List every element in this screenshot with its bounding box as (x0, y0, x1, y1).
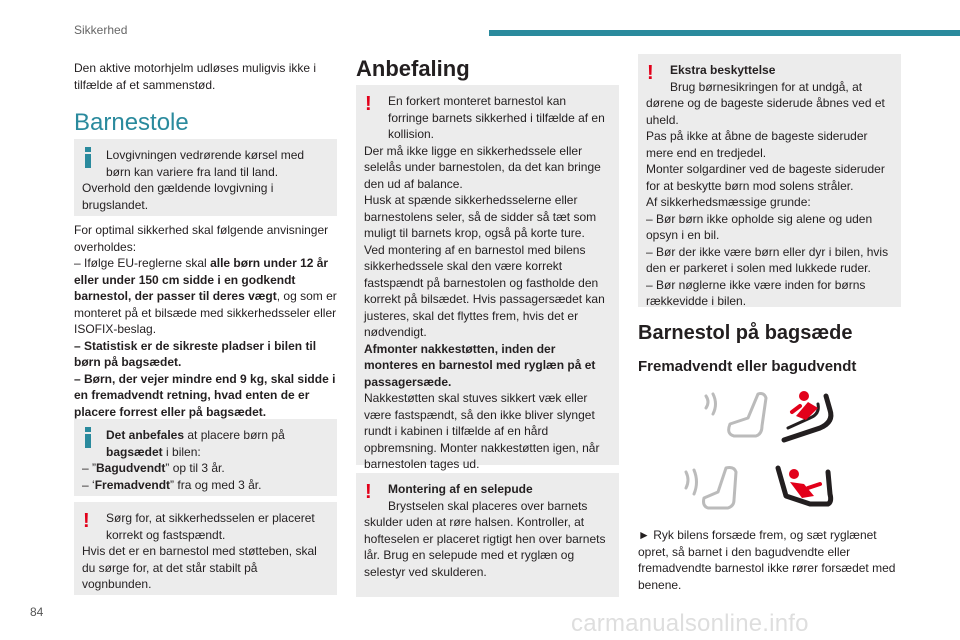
extra-p3: Monter solgardiner ved de bageste sideruder for at beskytte børn mod solens stråler. (646, 162, 885, 193)
guideline-9kg: – Børn, der vejer mindre end 9 kg, skal sidde i en fremadvendt retning, hvad enten de er placere forrest eller på bagsædet. (74, 371, 336, 419)
warning-icon: ! (365, 481, 372, 503)
warning-box-main (356, 85, 619, 471)
recommend-pre-3: – ” (82, 461, 97, 475)
guidelines (74, 222, 337, 431)
recommend-line-2 (82, 444, 329, 461)
cushion-line-2: Brystselen skal placeres over barnets (388, 498, 588, 513)
info-box-legislation (74, 139, 337, 216)
extra-title: Ekstra beskyttelse (670, 63, 776, 77)
guideline-eu-bold: alle børn under 12 år eller under 150 cm sidde i en godkendt barnestol, der passer til deres vægt (74, 256, 329, 303)
info-rest: Overhold den gældende lovgivning i brugslandet. (82, 181, 274, 212)
motion-lines-icon (686, 470, 697, 494)
watermark: carmanualsonline.info (571, 610, 809, 637)
extra-p5: – Bør børn ikke opholde sig alene og uden opsyn i en bil. (646, 211, 873, 242)
front-seat-icon (729, 394, 766, 437)
extra-p7: – Bør nøglerne ikke være inden for børns rækkevidde i bilen. (646, 277, 866, 308)
rear-facing-child-seat-icon (784, 391, 831, 440)
warning-icon: ! (83, 510, 90, 532)
warn-main-p4: Afmonter nakkestøtten, inden der monteres en barnestol med ryglæn på et passagersæde. (364, 341, 596, 389)
guideline-eu-a: – Ifølge EU-reglerne skal (74, 256, 211, 270)
heading-anbefaling: Anbefaling (356, 56, 470, 81)
extra-p6: – Bør der ikke være børn eller dyr i bilen, hvis den er parkeret i solen med lukkede ruder. (646, 244, 889, 275)
info-icon (83, 147, 93, 168)
warn1-line-1: Sørg for, at sikkerhedsselen er placeret (106, 511, 315, 525)
recommend-line-4 (82, 477, 329, 494)
warn1-line-2: korrekt og fastspændt. (106, 527, 226, 542)
warn-main-line-1: En forkert monteret barnestol kan (388, 94, 567, 108)
warning-icon: ! (365, 93, 372, 115)
heading-barnestole: Barnestole (74, 109, 189, 136)
recommend-bold-3: Bagudvendt (96, 461, 166, 475)
warning-box-extra-protection (638, 54, 901, 307)
extra-p4: Af sikkerhedsmæssige grunde: (646, 195, 811, 209)
warn1-rest: Hvis det er en barnestol med støtteben, skal du sørge for, at det står stabilt på vognbunden. (82, 544, 317, 591)
subheading-direction: Fremadvendt eller bagudvendt (638, 358, 857, 375)
cushion-rest: skulder uden at røre halsen. Kontroller, at hofteselen er placeret rigtigt hen over barnets lår. Brug en selepude med et ryglæn og selestyr ved skulderen. (364, 515, 606, 579)
instruction-text: ► Ryk bilens forsæde frem, og sæt ryglænet opret, så barnet i den bagudvendte eller fremadvendte barnestol ikke rører forsædet med benene. (638, 528, 896, 592)
recommend-post-4: ” fra og med 3 år. (170, 477, 262, 492)
forward-facing-seat-figure (682, 460, 842, 516)
heading-barnestol-bagsaede: Barnestol på bagsæde (638, 322, 853, 344)
warn-main-p2: Husk at spænde sikkerhedsselerne eller barnestolens seler, så de sidder så tæt som muligt til barnets krop, også på korte ture. (364, 193, 597, 240)
guideline-intro: For optimal sikkerhed skal følgende anvisninger overholdes: (74, 223, 329, 254)
recommend-line-3 (82, 460, 329, 477)
intro-text: Den aktive motorhjelm udløses muligvis ikke i tilfælde af et sammenstød. (74, 61, 317, 92)
recommend-bold-1: Det anbefales (106, 428, 185, 442)
warn-main-p5: Nakkestøtten skal stuves sikkert væk eller være fastspændt, så den ikke bliver slynget rundt i kabinen i tilfælde af en hård opbremsning. Monter nakkestøtten igen, når barnestolen tages ud. (364, 391, 600, 471)
front-seat-icon (704, 468, 737, 509)
warn-main-p1: Der må ikke ligge en sikkerhedssele eller selelås under barnestolen, da det kan bringe den ud af balance. (364, 143, 601, 191)
recommend-line-1 (82, 427, 329, 444)
recommend-pre-4: – ‘ (82, 477, 95, 492)
recommend-post-3: ” op til 3 år. (165, 461, 225, 475)
info-line-2: børn kan variere fra land til land. (106, 164, 279, 179)
warn-main-line-2: forringe barnets sikkerhed i tilfælde af en kollision. (388, 110, 605, 141)
warn-main-p3: Ved montering af en barnestol med bilens sikkerhedssele skal den være korrekt fastspændt på barnestolen og fastholde den korrekt på bilsædet. Hvis passagersædet kan justeres, skal det flyttes frem, hvis det er nødvendigt. (364, 242, 605, 339)
page-number: 84 (30, 605, 44, 619)
rear-facing-seat-figure (700, 388, 840, 444)
recommend-bold-2: bagsædet (106, 444, 163, 459)
info-line-1: Lovgivningen vedrørende kørsel med (106, 148, 305, 162)
guideline-eu-c: , og som er monteret på et bilsæde med sikkerhedsseler eller ISOFIX-beslag. (74, 289, 337, 336)
section-label: Sikkerhed (74, 23, 128, 37)
warning-box-seatbelt (74, 502, 337, 595)
recommend-rest-2: i bilen: (162, 444, 201, 459)
guideline-eu (74, 255, 337, 338)
guideline-safest: – Statistisk er de sikreste pladser i bilen til børn på bagsædet. (74, 338, 317, 369)
warning-box-cushion (356, 473, 619, 597)
header-accent-bar (489, 30, 960, 36)
extra-p1: dørene og de bageste siderude åbnes ved et uheld. (646, 96, 885, 127)
info-icon (83, 427, 93, 448)
extra-line-2: Brug børnesikringen for at undgå, at (670, 79, 863, 94)
recommend-bold-4: Fremadvendt (94, 477, 171, 492)
motion-lines-icon (706, 394, 716, 414)
extra-p2: Pas på ikke at åbne de bageste sideruder mere end en tredjedel. (646, 129, 868, 160)
info-box-recommendation (74, 419, 337, 496)
forward-facing-child-seat-icon (778, 468, 831, 504)
warning-icon: ! (647, 62, 654, 84)
recommend-rest-1: at placere børn på (184, 428, 285, 442)
cushion-title: Montering af en selepude (388, 482, 533, 496)
